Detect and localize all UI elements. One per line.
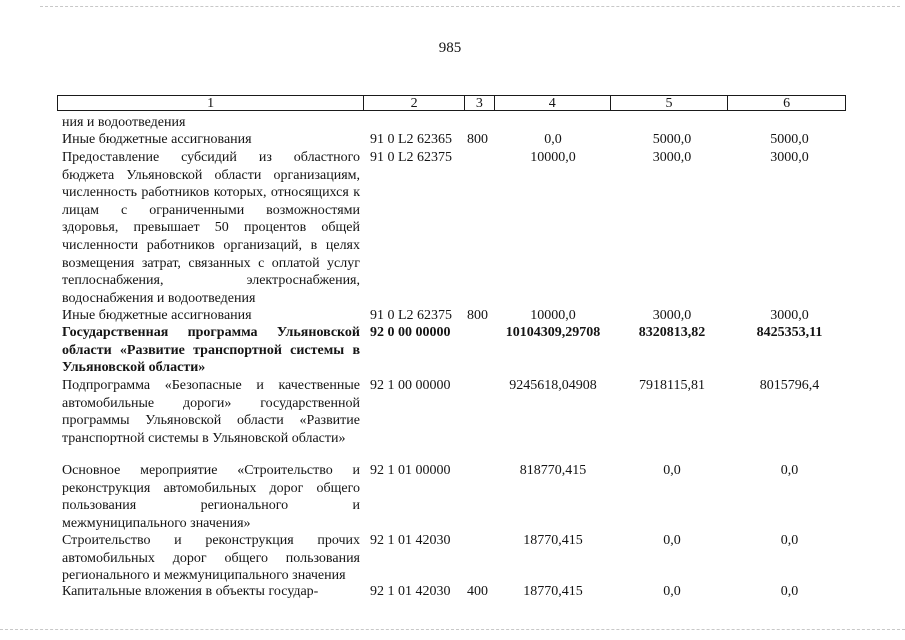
scan-edge-top bbox=[40, 6, 900, 7]
row-value-6: 0,0 bbox=[780, 584, 799, 599]
row-name: Предоставление субсидий из областного бюджета Ульяновской области организациям, численность работников которых, относящихся к лицам с ограниченными возможностями здоровья, превышает 50 процентов общей численности работников организаций, в целях возмещения затрат, связанных с оплатой услуг теплоснабжения, электроснабжения, водоснабжения и водоотведения bbox=[62, 150, 360, 306]
row-value-6: 3000,0 bbox=[770, 308, 809, 323]
row-value-5: 0,0 bbox=[663, 584, 681, 599]
row-name: Иные бюджетные ассигнования bbox=[62, 308, 252, 323]
scan-edge-bottom bbox=[0, 629, 905, 630]
row-value-5: 7918115,81 bbox=[639, 378, 705, 393]
row-value-4: 18770,415 bbox=[523, 533, 583, 548]
row-value-4: 0,0 bbox=[544, 132, 562, 147]
row-value-5: 0,0 bbox=[663, 533, 681, 548]
row-value-4: 818770,415 bbox=[519, 463, 587, 478]
row-code: 92 1 01 00000 bbox=[370, 463, 451, 478]
row-value-4: 10000,0 bbox=[530, 308, 576, 323]
row-name: Иные бюджетные ассигнования bbox=[62, 132, 252, 147]
row-expense-type: 400 bbox=[467, 584, 488, 599]
row-value-4: 10000,0 bbox=[530, 150, 576, 165]
row-value-5: 3000,0 bbox=[652, 308, 692, 323]
row-value-5: 3000,0 bbox=[652, 150, 692, 165]
row-value-6: 0,0 bbox=[780, 463, 799, 478]
column-header-2: 2 bbox=[364, 96, 465, 110]
row-expense-type: 800 bbox=[467, 132, 488, 147]
row-expense-type: 800 bbox=[467, 308, 488, 323]
row-code: 92 0 00 00000 bbox=[370, 325, 451, 340]
row-value-4: 18770,415 bbox=[523, 584, 583, 599]
row-name: Государственная программа Ульяновской области «Развитие транспортной системы в Ульяновской области» bbox=[62, 325, 360, 376]
row-value-6: 3000,0 bbox=[770, 150, 809, 165]
row-name: Подпрограмма «Безопасные и качественные автомобильные дороги» государственной программы Ульяновской области «Развитие транспортной системы в Ульяновской области» bbox=[62, 378, 360, 446]
row-name: Капитальные вложения в объекты государ- bbox=[62, 584, 319, 599]
column-header-6: 6 bbox=[783, 96, 791, 111]
row-value-5: 0,0 bbox=[663, 463, 681, 478]
row-value-6: 8015796,4 bbox=[759, 378, 820, 393]
row-value-5: 8320813,82 bbox=[638, 325, 706, 340]
row-value-4: 9245618,04908 bbox=[509, 378, 597, 393]
column-header-1: 1 bbox=[58, 96, 364, 110]
row-value-6: 0,0 bbox=[780, 533, 799, 548]
table-header-row bbox=[57, 95, 846, 111]
row-code: 92 1 01 42030 bbox=[370, 533, 451, 548]
row-value-6: 5000,0 bbox=[770, 132, 809, 147]
row-value-6: 8425353,11 bbox=[756, 325, 823, 340]
row-code: 92 1 01 42030 bbox=[370, 584, 451, 599]
row-code: 92 1 00 00000 bbox=[370, 378, 451, 393]
column-header-3: 3 bbox=[465, 96, 495, 110]
row-code: 91 0 L2 62375 bbox=[370, 308, 453, 323]
row-name: ния и водоотведения bbox=[62, 115, 186, 130]
row-code: 91 0 L2 62365 bbox=[370, 132, 453, 147]
page-number: 985 bbox=[438, 40, 462, 56]
row-name: Основное мероприятие «Строительство и реконструкция автомобильных дорог общего пользования регионального и межмуниципального значения» bbox=[62, 463, 360, 531]
column-header-4: 4 bbox=[495, 96, 611, 110]
row-name: Строительство и реконструкция прочих автомобильных дорог общего пользования регионального и межмуниципального значения bbox=[62, 533, 360, 584]
column-header-5: 5 bbox=[611, 96, 729, 110]
row-value-5: 5000,0 bbox=[652, 132, 692, 147]
row-value-4: 10104309,29708 bbox=[505, 325, 601, 340]
row-code: 91 0 L2 62375 bbox=[370, 150, 453, 165]
